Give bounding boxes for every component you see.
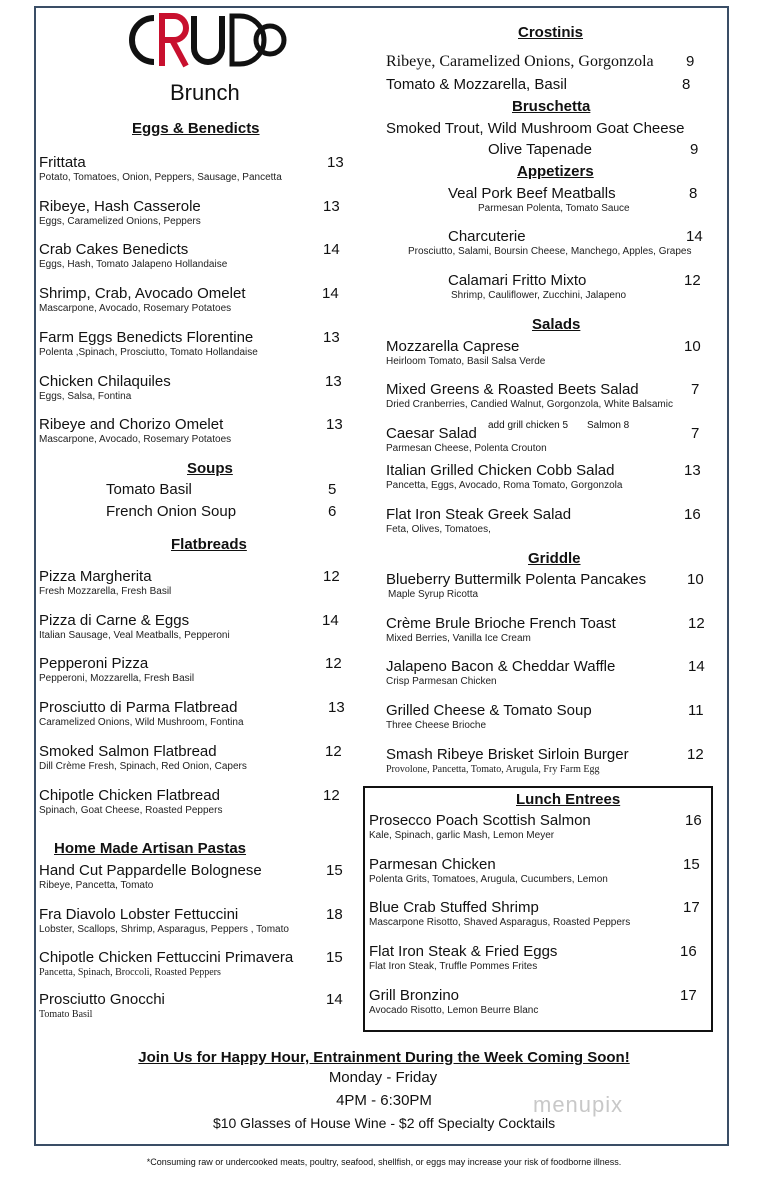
menu-item-description: Eggs, Hash, Tomato Jalapeno Hollandaise bbox=[39, 259, 228, 271]
happy-hour-time: 4PM - 6:30PM bbox=[336, 1092, 432, 1109]
caesar-addon: add grill chicken 5 bbox=[488, 420, 569, 431]
menu-item bbox=[386, 702, 592, 731]
menu-item bbox=[369, 812, 591, 841]
menu-item bbox=[386, 571, 646, 600]
menu-item-name: Blueberry Buttermilk Polenta Pancakes bbox=[386, 571, 647, 588]
menu-item-price: 8 bbox=[689, 185, 698, 202]
menu-item-price: 14 bbox=[322, 611, 339, 629]
menu-item bbox=[39, 198, 201, 227]
menu-item-description: Shrimp, Cauliflower, Zucchini, Jalapeno bbox=[451, 290, 627, 301]
menu-item-price: 16 bbox=[680, 943, 697, 960]
menu-item-name: Chipotle Chicken Fettuccini Primavera bbox=[39, 949, 294, 966]
section-lunch-title: Lunch Entrees bbox=[516, 791, 621, 808]
menu-item bbox=[448, 185, 630, 214]
menu-item-description: Pancetta, Eggs, Avocado, Roma Tomato, Gorgonzola bbox=[386, 480, 623, 491]
menu-item-name: Prosecco Poach Scottish Salmon bbox=[369, 812, 591, 829]
crostini-item-name: Ribeye, Caramelized Onions, Gorgonzola bbox=[386, 53, 654, 70]
section-eggs-title: Eggs & Benedicts bbox=[132, 120, 260, 137]
menu-item-price: 14 bbox=[686, 228, 703, 245]
menu-item bbox=[386, 506, 571, 535]
menu-item-price: 7 bbox=[691, 425, 700, 442]
menu-item bbox=[39, 241, 227, 270]
menu-item-description: Mascarpone Risotto, Shaved Asparagus, Roasted Peppers bbox=[369, 917, 631, 928]
menu-item-description: Parmesan Cheese, Polenta Crouton bbox=[386, 443, 547, 454]
menu-item-price: 12 bbox=[684, 272, 701, 289]
menu-item-price: 12 bbox=[325, 655, 342, 673]
menu-item bbox=[39, 154, 282, 183]
menu-item-price: 14 bbox=[326, 991, 343, 1008]
menu-item-price: 13 bbox=[325, 372, 342, 390]
menu-item-price: 14 bbox=[323, 241, 340, 259]
crostini-item-price: 8 bbox=[682, 76, 691, 93]
caesar-addon-salmon: Salmon 8 bbox=[587, 420, 630, 431]
menu-item-description: Potato, Tomatoes, Onion, Peppers, Sausage, Pancetta bbox=[39, 172, 282, 183]
menu-item-name: Blue Crab Stuffed Shrimp bbox=[369, 899, 539, 916]
menu-item-price: 17 bbox=[680, 987, 697, 1004]
menu-item bbox=[386, 462, 622, 491]
menu-item-name: Shrimp, Crab, Avocado Omelet bbox=[39, 285, 246, 303]
menu-item-price: 10 bbox=[684, 338, 701, 355]
menu-item-name: Prosciutto di Parma Flatbread bbox=[39, 699, 238, 717]
menu-item-price: 15 bbox=[683, 856, 700, 873]
menu-item-description: Pancetta, Spinach, Broccoli, Roasted Peppers bbox=[39, 967, 221, 978]
menu-item-price: 15 bbox=[326, 862, 343, 879]
section-griddle-title: Griddle bbox=[528, 550, 581, 567]
menu-item-name: Mixed Greens & Roasted Beets Salad bbox=[386, 381, 639, 398]
menu-item-price: 5 bbox=[328, 481, 337, 498]
menu-item bbox=[39, 373, 171, 402]
menu-item-description: Parmesan Polenta, Tomato Sauce bbox=[478, 203, 630, 214]
menu-item-price: 15 bbox=[326, 949, 343, 966]
happy-hour-deal: $10 Glasses of House Wine - $2 off Specialty Cocktails bbox=[212, 1115, 556, 1131]
menu-item-name: Flat Iron Steak & Fried Eggs bbox=[369, 943, 558, 960]
menu-item-name: Parmesan Chicken bbox=[369, 856, 496, 873]
menu-item-name: Jalapeno Bacon & Cheddar Waffle bbox=[386, 658, 616, 675]
menu-item: Tomato Basil bbox=[106, 481, 192, 498]
menu-item bbox=[39, 416, 231, 445]
menu-item bbox=[39, 743, 247, 772]
menu-item-description: Prosciutto, Salami, Boursin Cheese, Manchego, Apples, Grapes bbox=[408, 246, 692, 257]
menu-item bbox=[39, 949, 293, 978]
menu-item-name: Caesar Salad bbox=[386, 425, 477, 442]
menu-item-description: Avocado Risotto, Lemon Beurre Blanc bbox=[369, 1005, 539, 1016]
menu-item-price: 12 bbox=[687, 746, 704, 763]
bruschetta-item-name: Smoked Trout, Wild Mushroom Goat Cheese bbox=[386, 120, 685, 137]
menu-item-description: Heirloom Tomato, Basil Salsa Verde bbox=[386, 356, 546, 367]
section-crostinis-title: Crostinis bbox=[518, 24, 584, 41]
section-appetizers-title: Appetizers bbox=[517, 163, 594, 180]
menu-item-description: Lobster, Scallops, Shrimp, Asparagus, Peppers , Tomato bbox=[39, 924, 289, 935]
menu-item-name: Veal Pork Beef Meatballs bbox=[448, 185, 616, 202]
menu-item-name: Ribeye, Hash Casserole bbox=[39, 197, 201, 215]
menu-item bbox=[386, 615, 616, 644]
menu-item bbox=[39, 285, 245, 314]
menu-item bbox=[369, 899, 630, 928]
menu-item bbox=[39, 329, 258, 358]
section-soups-title: Soups bbox=[187, 460, 233, 477]
menupix-watermark: menupix bbox=[533, 1092, 624, 1117]
menu-item bbox=[39, 906, 289, 935]
bruschetta-item-price: 9 bbox=[690, 141, 699, 158]
menu-item-price: 11 bbox=[688, 702, 704, 719]
menu-item bbox=[369, 856, 608, 885]
menu-item-price: 12 bbox=[323, 568, 340, 585]
menu-item-description: Pepperoni, Mozzarella, Fresh Basil bbox=[39, 673, 195, 685]
menu-item-price: 16 bbox=[685, 812, 702, 829]
menu-item-description: Eggs, Salsa, Fontina bbox=[39, 390, 132, 402]
menu-item-name: Charcuterie bbox=[448, 228, 526, 245]
menu-item-price: 13 bbox=[684, 462, 701, 479]
menu-item bbox=[39, 568, 171, 597]
menu-item-price: 10 bbox=[687, 571, 704, 588]
menu-item bbox=[386, 658, 615, 687]
menu-item-name: Fra Diavolo Lobster Fettuccini bbox=[39, 906, 239, 923]
menu-item-name: Pepperoni Pizza bbox=[39, 655, 149, 673]
menu-item-name: Frittata bbox=[39, 154, 86, 171]
menu-item bbox=[39, 787, 222, 816]
menu-item-description: Dill Crème Fresh, Spinach, Red Onion, Capers bbox=[39, 760, 247, 772]
menu-item bbox=[386, 746, 629, 775]
menu-item-name: Ribeye and Chorizo Omelet bbox=[39, 416, 224, 434]
menu-item-name: Chipotle Chicken Flatbread bbox=[39, 786, 220, 804]
menu-item-description: Fresh Mozzarella, Fresh Basil bbox=[39, 586, 172, 597]
happy-hour-headline: Join Us for Happy Hour, Entrainment During the Week Coming Soon! bbox=[138, 1049, 630, 1066]
menu-item-price: 14 bbox=[688, 658, 705, 675]
menu-item-name: Pizza Margherita bbox=[39, 568, 152, 585]
crostini-item-price: 9 bbox=[686, 53, 695, 70]
menu-item-name: Hand Cut Pappardelle Bolognese bbox=[39, 862, 262, 879]
menu-item-description: Provolone, Pancetta, Tomato, Arugula, Fry Farm Egg bbox=[386, 764, 600, 775]
menu-item-description: Eggs, Caramelized Onions, Peppers bbox=[39, 215, 201, 227]
menu-item-name: Crab Cakes Benedicts bbox=[39, 241, 189, 259]
section-flatbreads-title: Flatbreads bbox=[171, 536, 247, 553]
menu-item bbox=[39, 991, 165, 1020]
menu-item-name: Pizza di Carne & Eggs bbox=[39, 611, 190, 629]
menu-item-price: 18 bbox=[326, 906, 343, 923]
section-salads-title: Salads bbox=[532, 316, 581, 333]
menu-item-price: 13 bbox=[328, 699, 345, 717]
crudo-logo bbox=[128, 10, 288, 70]
menu-item-name: Grill Bronzino bbox=[369, 987, 460, 1004]
menu-item bbox=[386, 381, 673, 410]
menu-item-name: Flat Iron Steak Greek Salad bbox=[386, 506, 572, 523]
menu-item-price: 17 bbox=[683, 899, 700, 916]
menu-item-description: Italian Sausage, Veal Meatballs, Pepperoni bbox=[39, 629, 230, 641]
menu-item-name: Calamari Fritto Mixto bbox=[448, 272, 587, 289]
menu-item-description: Mascarpone, Avocado, Rosemary Potatoes bbox=[39, 434, 232, 446]
menu-item-price: 13 bbox=[323, 197, 340, 215]
menu-item bbox=[39, 655, 194, 684]
menu-item-name: Smoked Salmon Flatbread bbox=[39, 742, 217, 760]
menu-item-description: Polenta Grits, Tomatoes, Arugula, Cucumbers, Lemon bbox=[369, 874, 608, 885]
section-pastas-title: Home Made Artisan Pastas bbox=[54, 840, 247, 857]
menu-item bbox=[39, 699, 244, 728]
menu-item-description: Tomato Basil bbox=[39, 1009, 93, 1020]
menu-item-description: Ribeye, Pancetta, Tomato bbox=[39, 880, 154, 891]
menu-item-name: Grilled Cheese & Tomato Soup bbox=[386, 702, 592, 719]
page-subtitle: Brunch bbox=[170, 80, 240, 105]
menu-item: French Onion Soup bbox=[106, 503, 237, 520]
menu-item-name: Farm Eggs Benedicts Florentine bbox=[39, 328, 254, 346]
menu-item-name: Mozzarella Caprese bbox=[386, 338, 520, 355]
crostini-item-name: Tomato & Mozzarella, Basil bbox=[386, 76, 567, 93]
menu-item-name: Chicken Chilaquiles bbox=[39, 372, 171, 390]
menu-item-price: 13 bbox=[327, 154, 344, 171]
menu-item bbox=[39, 612, 230, 641]
menu-item-description: Kale, Spinach, garlic Mash, Lemon Meyer bbox=[369, 830, 555, 841]
menu-item-name: Prosciutto Gnocchi bbox=[39, 991, 165, 1008]
menu-item-price: 7 bbox=[691, 381, 700, 398]
menu-item-price: 13 bbox=[323, 328, 340, 346]
menu-item-price: 13 bbox=[326, 416, 343, 434]
section-bruschetta-title: Bruschetta bbox=[512, 98, 591, 115]
menu-item-price: 12 bbox=[323, 786, 340, 804]
menu-item-name: Italian Grilled Chicken Cobb Salad bbox=[386, 462, 615, 479]
menu-item-price: 12 bbox=[688, 615, 705, 632]
bruschetta-item-name: Olive Tapenade bbox=[488, 141, 592, 158]
menu-item-description: Maple Syrup Ricotta bbox=[388, 589, 479, 600]
menu-item-name: Smash Ribeye Brisket Sirloin Burger bbox=[386, 746, 629, 763]
menu-item bbox=[39, 862, 262, 891]
menu-item bbox=[448, 272, 626, 301]
menu-item-price: 6 bbox=[328, 503, 337, 520]
menu-item-description: Polenta ,Spinach, Prosciutto, Tomato Hollandaise bbox=[39, 346, 258, 358]
menu-item-description: Feta, Olives, Tomatoes, bbox=[386, 524, 491, 535]
menu-item-description: Three Cheese Brioche bbox=[386, 720, 487, 731]
menu-item-price: 16 bbox=[684, 506, 701, 523]
food-safety-note: *Consuming raw or undercooked meats, poultry, seafood, shellfish, or eggs may increase your risk of foodborne illness. bbox=[146, 1157, 622, 1167]
menu-item bbox=[386, 338, 545, 367]
happy-hour-days: Monday - Friday bbox=[328, 1069, 438, 1086]
menu-item-description: Crisp Parmesan Chicken bbox=[386, 676, 497, 687]
menu-item bbox=[369, 943, 557, 972]
menu-item-description: Mascarpone, Avocado, Rosemary Potatoes bbox=[39, 303, 232, 315]
menu-item bbox=[369, 987, 538, 1016]
menu-item-description: Flat Iron Steak, Truffle Pommes Frites bbox=[369, 961, 538, 972]
menu-item-description: Mixed Berries, Vanilla Ice Cream bbox=[386, 633, 531, 644]
menu-item-description: Dried Cranberries, Candied Walnut, Gorgonzola, White Balsamic bbox=[386, 399, 673, 410]
menu-item bbox=[408, 228, 692, 257]
menu-item-description: Spinach, Goat Cheese, Roasted Peppers bbox=[39, 804, 223, 816]
menu-item-description: Caramelized Onions, Wild Mushroom, Fontina bbox=[39, 717, 244, 729]
menu-item-price: 12 bbox=[325, 742, 342, 760]
menu-item-price: 14 bbox=[322, 285, 339, 303]
menu-item-name: Crème Brule Brioche French Toast bbox=[386, 615, 616, 632]
